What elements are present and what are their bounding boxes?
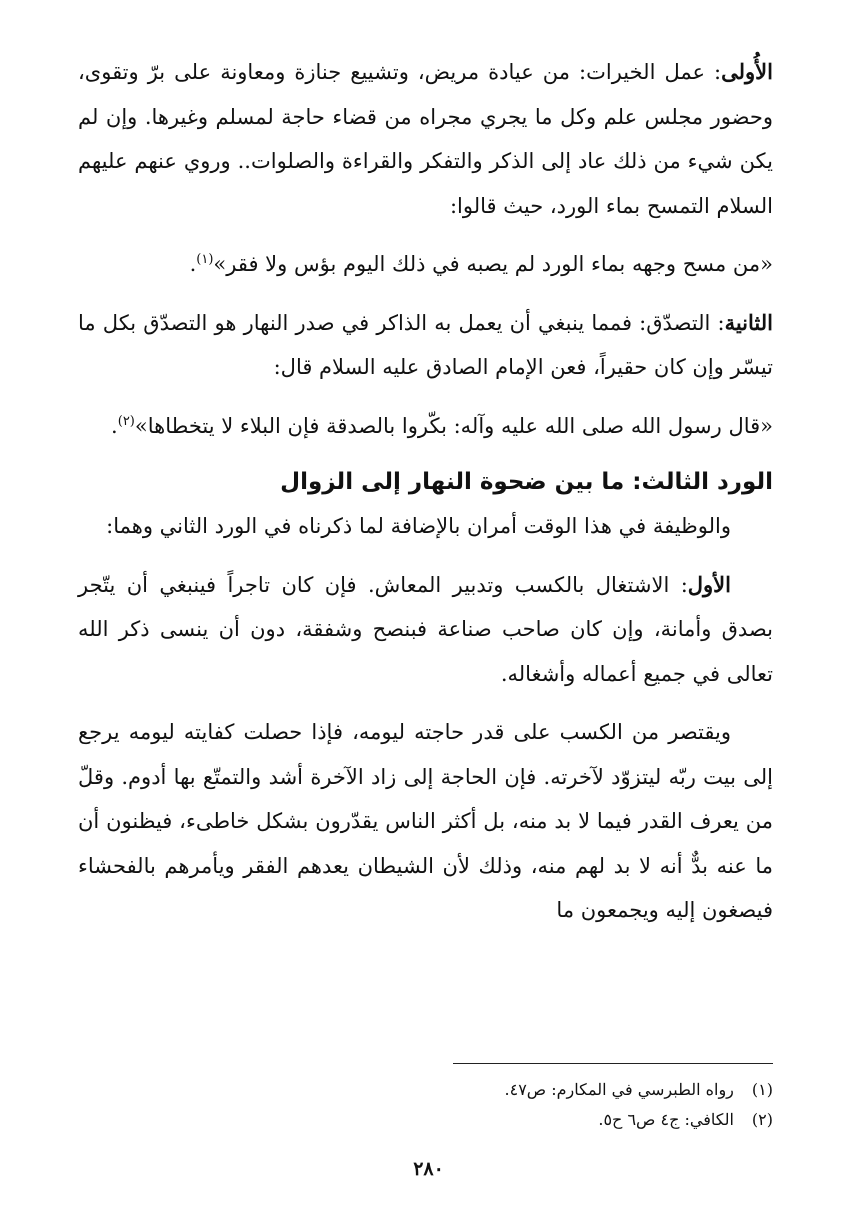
paragraph-lead: الأُولى [721,59,773,84]
paragraph-first-duty [78,563,773,697]
quote-text: «قال رسول الله صلى الله عليه وآله: بكّروا بالصدقة فإن البلاء لا يتخطاها» [134,413,773,438]
footnote-divider [453,1063,773,1064]
paragraph-sufficiency [78,710,773,933]
footnote-ref[interactable]: (١) [196,252,214,267]
footnote-text: رواه الطبرسي في المكارم: ص٤٧. [504,1080,734,1099]
paragraph-lead: الأول [687,571,731,597]
paragraph-second-deed [78,301,773,390]
paragraph-first-deed [78,50,773,228]
footnotes [273,1075,773,1135]
footnote-text: الكافي: ج٤ ص٦ ح٥. [598,1110,734,1129]
paragraph-text: : عمل الخيرات: من عيادة مريض، وتشييع جنازة ومعاونة على برّ وتقوى، وحضور مجلس علم وكل ما يجري مجراه من قضاء حاجة لمسلم وغيرها. وإن لم يكن شيء من ذلك عاد إلى الذكر والتفكر والقراءة والصلوات.. وروي عنهم عليهم السلام التمسح بماء الورد، حيث قالوا: [78,60,773,218]
footnote-item [273,1105,773,1135]
paragraph-lead: الثانية [724,309,773,335]
paragraph-text: : التصدّق: فمما ينبغي أن يعمل به الذاكر في صدر النهار هو التصدّق بكل ما تيسّر وإن كان حقيراً، فعن الإمام الصادق عليه السلام قال: [78,310,773,379]
paragraph-intro [78,504,773,549]
section-heading: الورد الثالث: ما بين ضحوة النهار إلى الزوال [280,469,773,495]
quote-rosewater: «من مسح وجهه بماء الورد لم يصبه في ذلك اليوم بؤس ولا فقر»$^{(١)}$. [189,252,773,276]
page-number: ٢٨٠ [413,1158,444,1180]
quote-charity: «قال رسول الله صلى الله عليه وآله: بكّروا بالصدقة فإن البلاء لا يتخطاها»$^{(٢)}$. [111,413,773,438]
footnote-number: (١) [751,1080,773,1099]
paragraph-text: والوظيفة في هذا الوقت أمران بالإضافة لما ذكرناه في الورد الثاني وهما: [106,514,731,538]
paragraph-text: ويقتصر من الكسب على قدر حاجته ليومه، فإذا حصلت كفايته ليومه يرجع إلى بيت ربّه ليتزوّد لآخرته. فإن الحاجة إلى زاد الآخرة أشد والتمتّع بها أدوم. وقلّ من يعرف القدر فيما لا بد منه، بل أكثر الناس يقدّرون بشكل خاطىء، فيظنون أن ما عنه بدٌّ أنه لا بد لهم منه، وذلك لأن الشيطان يعدهم الفقر ويأمرهم بالفحشاء فيصغون إليه ويجمعون ما [78,720,773,922]
footnote-item [273,1075,773,1105]
footnote-ref[interactable]: (٢) [117,413,135,429]
paragraph-text: : الاشتغال بالكسب وتدبير المعاش. فإن كان تاجراً فينبغي أن يتّجر بصدق وأمانة، وإن كان صاحب صناعة فبنصح وشفقة، دون أن ينسى ذكر الله تعالى في جميع أعماله وأشغاله. [78,572,773,686]
page-body [78,50,773,933]
footnote-number: (٢) [751,1110,773,1129]
quote-text: «من مسح وجهه بماء الورد لم يصبه في ذلك اليوم بؤس ولا فقر» [213,252,773,276]
